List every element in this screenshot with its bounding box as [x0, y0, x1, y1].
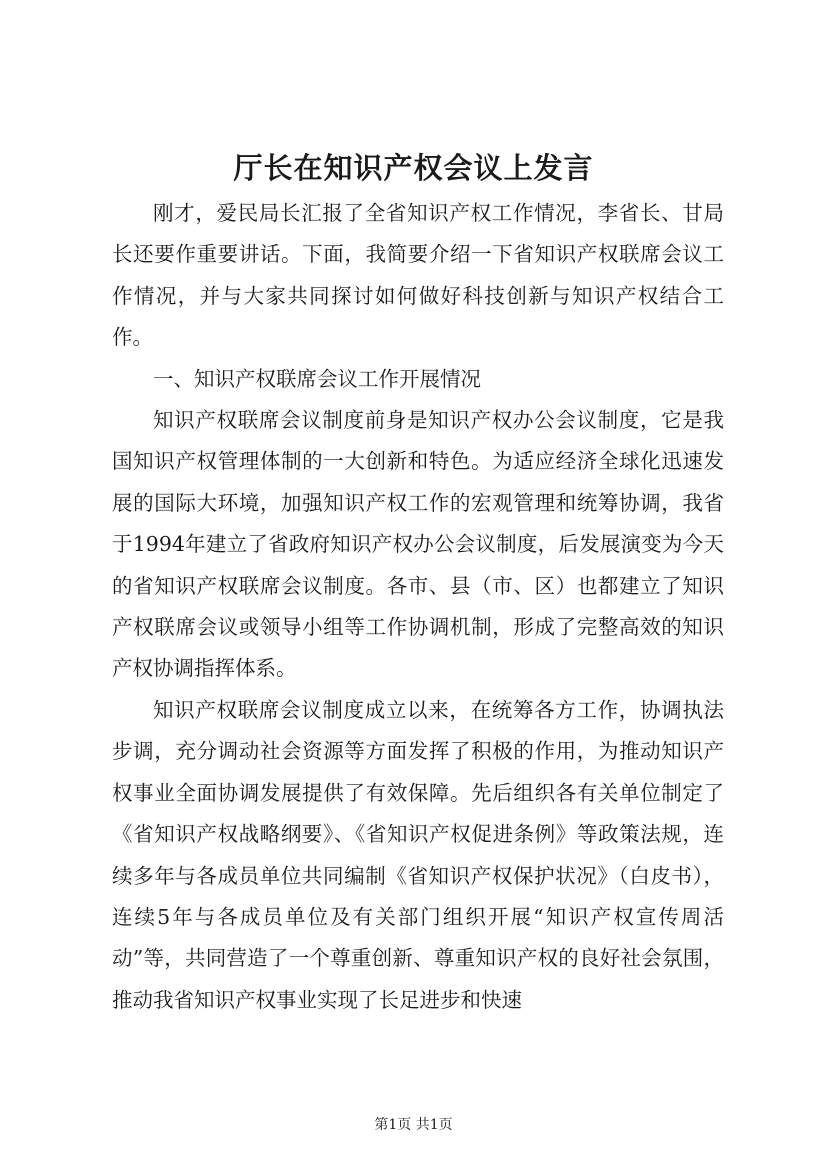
page-footer: 第1页 共1页 — [374, 1117, 453, 1133]
paragraph-background: 知识产权联席会议制度前身是知识产权办公会议制度，它是我国知识产权管理体制的一大创新和特色。为适应经济全球化迅速发展的国际大环境，加强知识产权工作的宏观管理和统筹协调，我省于1994年建立了省政府知识产权办公会议制度，后发展演变为今天的省知识产权联席会议制度。各市、县（市、区）也都建立了知识产权联席会议或领导小组等工作协调机制，形成了完整高效的知识产权协调指挥体系。 — [112, 408, 724, 681]
document-body — [112, 193, 724, 1021]
paragraph-achievements: 知识产权联席会议制度成立以来，在统筹各方工作，协调执法步调，充分调动社会资源等方面发挥了积极的作用，为推动知识产权事业全面协调发展提供了有效保障。先后组织各有关单位制定了《省知识产权战略纲要》、《省知识产权促进条例》等政策法规，连续多年与各成员单位共同编制《省知识产权保护状况》（白皮书），连续5年与各成员单位及有关部门组织开展“知识产权宣传周活动”等，共同营造了一个尊重创新、尊重知识产权的良好社会氛围，推动我省知识产权事业实现了长足进步和快速 — [112, 697, 724, 1012]
document-title: 厅长在知识产权会议上发言 — [233, 151, 594, 185]
paragraph-intro: 刚才，爱民局长汇报了全省知识产权工作情况，李省长、甘局长还要作重要讲话。下面，我简要介绍一下省知识产权联席会议工作情况，并与大家共同探讨如何做好科技创新与知识产权结合工作。 — [112, 201, 724, 350]
section-heading: 一、知识产权联席会议工作开展情况 — [153, 366, 481, 391]
